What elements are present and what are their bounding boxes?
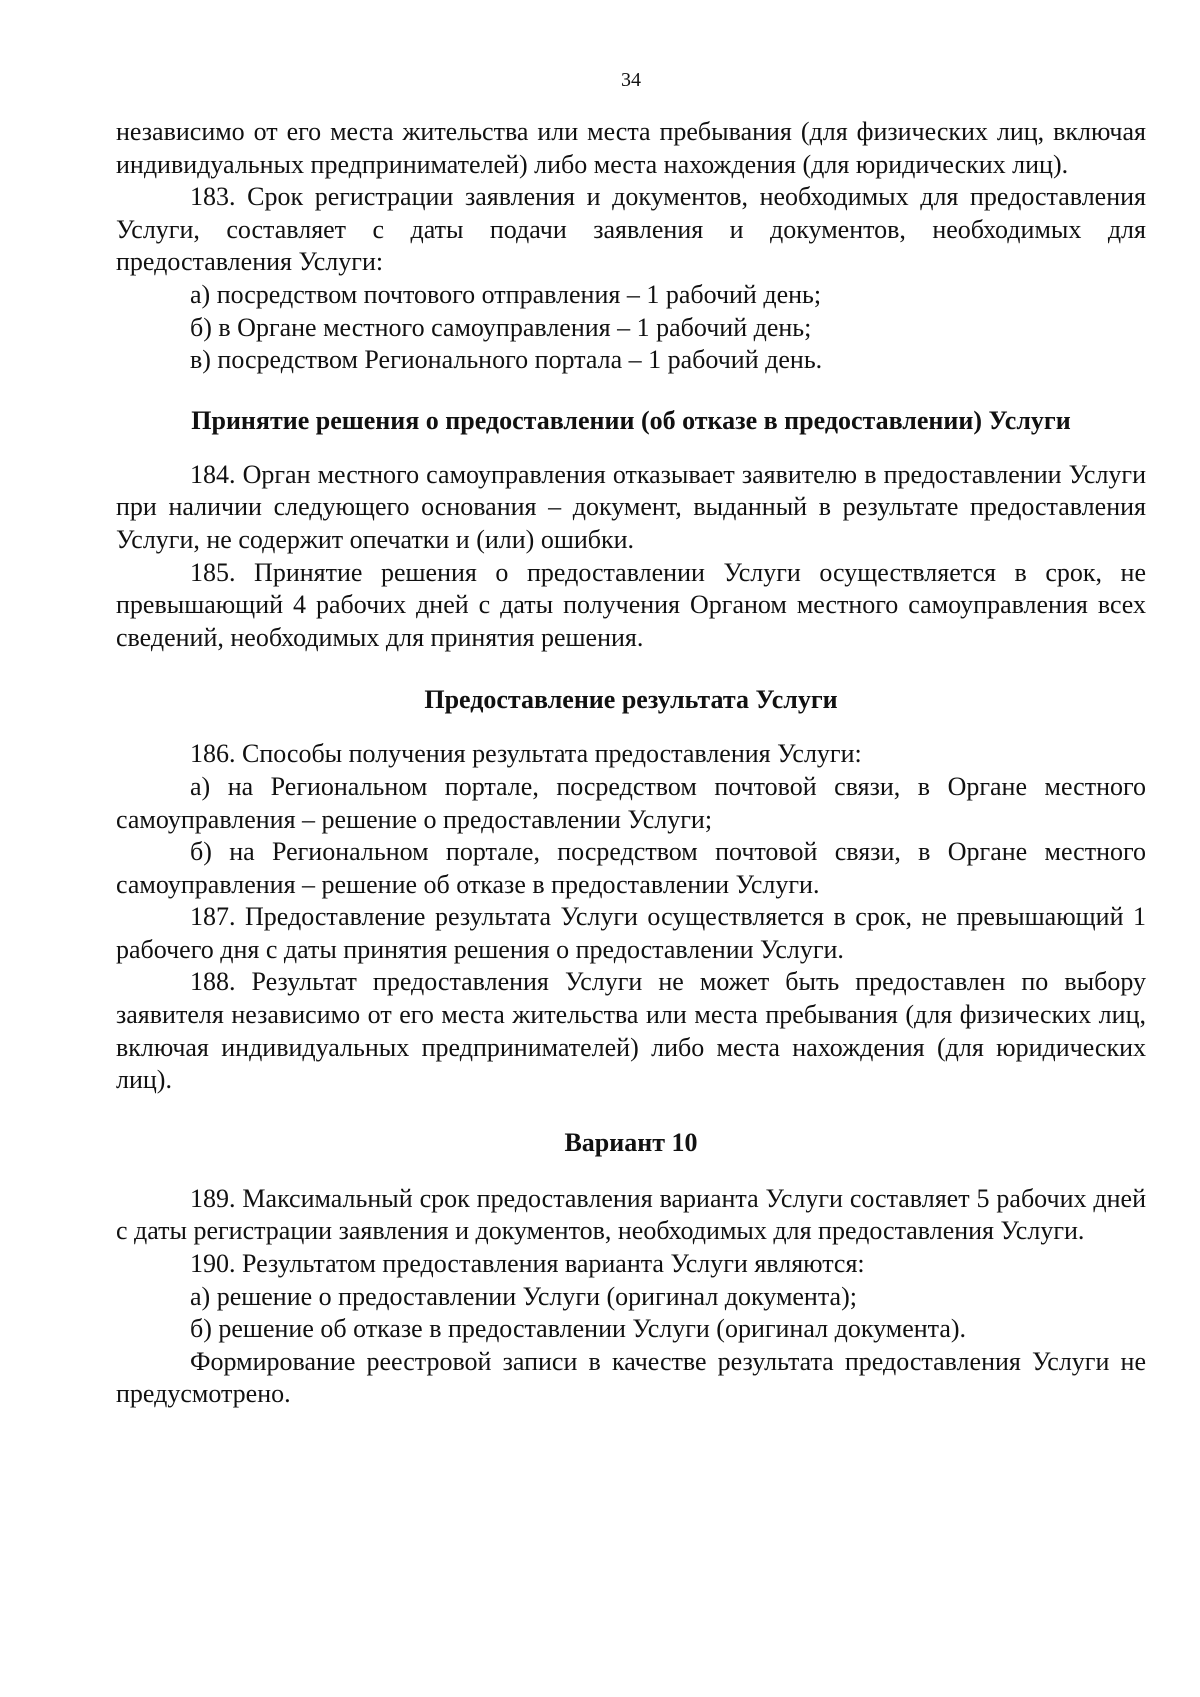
- list-item-186-a: а) на Региональном портале, посредством почтовой связи, в Органе местного самоуправления – решение о предоставлении Услуги;: [116, 771, 1146, 834]
- paragraph-190: 190. Результатом предоставления варианта Услуги являются:: [190, 1249, 865, 1279]
- paragraph-189: 189. Максимальный срок предоставления варианта Услуги составляет 5 рабочих дней с даты регистрации заявления и документов, необходимых для предоставления Услуги.: [116, 1183, 1146, 1246]
- paragraph-185: 185. Принятие решения о предоставлении Услуги осуществляется в срок, не превышающий 4 рабочих дней с даты получения Органом местного самоуправления всех сведений, необходимых для принятия решения.: [116, 557, 1146, 652]
- list-item-190-a: а) решение о предоставлении Услуги (оригинал документа);: [190, 1281, 857, 1311]
- list-item-183-b: б) в Органе местного самоуправления – 1 рабочий день;: [190, 312, 812, 342]
- paragraph-187: 187. Предоставление результата Услуги осуществляется в срок, не превышающий 1 рабочего дня с даты принятия решения о предоставлении Услуги.: [116, 902, 1146, 964]
- section-heading-variant-10: Вариант 10: [564, 1127, 698, 1157]
- paragraph-184: 184. Орган местного самоуправления отказывает заявителю в предоставлении Услуги при наличии следующего основания – документ, выданный в результате предоставления Услуги, не содержит опечатки и (или) ошибки.: [116, 459, 1146, 554]
- paragraph-186: 186. Способы получения результата предоставления Услуги:: [190, 739, 862, 769]
- paragraph-188: 188. Результат предоставления Услуги не может быть предоставлен по выбору заявителя независимо от его места жительства или места пребывания (для физических лиц, включая индивидуальных предпринимателей) либо места нахождения (для юридических лиц).: [116, 967, 1146, 1095]
- list-item-183-c: в) посредством Регионального портала – 1 рабочий день.: [190, 345, 823, 375]
- paragraph-183: 183. Срок регистрации заявления и документов, необходимых для предоставления Услуги, составляет с даты подачи заявления и документов, необходимых для предоставления Услуги:: [116, 182, 1146, 277]
- paragraph-intro-continuation: независимо от его места жительства или места пребывания (для физических лиц, включая индивидуальных предпринимателей) либо места нахождения (для юридических лиц).: [116, 117, 1146, 179]
- document-page: [116, 68, 1146, 1411]
- section-heading-result: Предоставление результата Услуги: [424, 685, 838, 715]
- list-item-186-b: б) на Региональном портале, посредством почтовой связи, в Органе местного самоуправления – решение об отказе в предоставлении Услуги.: [116, 837, 1146, 899]
- list-item-190-b: б) решение об отказе в предоставлении Услуги (оригинал документа).: [190, 1314, 967, 1344]
- page-number: 34: [621, 69, 641, 91]
- paragraph-registry-note: Формирование реестровой записи в качестве результата предоставления Услуги не предусмотрено.: [116, 1346, 1146, 1409]
- section-heading-decision: Принятие решения о предоставлении (об отказе в предоставлении) Услуги: [191, 405, 1071, 435]
- list-item-183-a: а) посредством почтового отправления – 1 рабочий день;: [190, 279, 822, 309]
